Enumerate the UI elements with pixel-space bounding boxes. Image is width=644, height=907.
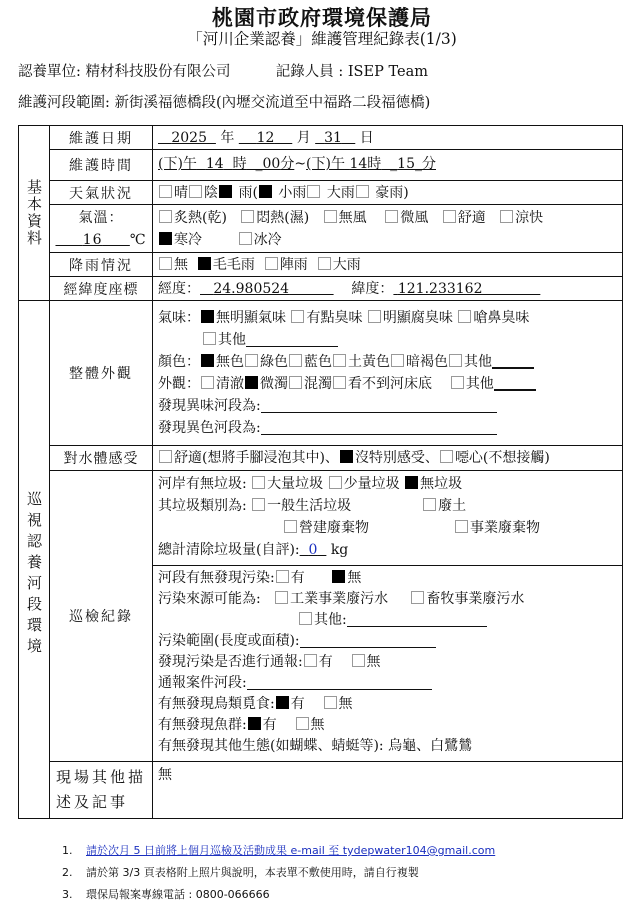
checkbox-no-smell[interactable] xyxy=(201,310,214,323)
checkbox-turbid[interactable] xyxy=(289,376,302,389)
option-label: 陰 xyxy=(204,184,218,201)
option-label: 涼快 xyxy=(515,209,544,226)
option-label: 噁心(不想接觸) xyxy=(454,450,550,466)
option-label: 舒適 xyxy=(457,209,486,226)
option-label: 一般生活垃圾 xyxy=(267,498,352,514)
checkbox-breeze[interactable] xyxy=(385,210,398,223)
note-email-link[interactable]: 請於次月 5 日前將上個月巡檢及活動成果 e-mail 至 tydepwater104@gmail.com xyxy=(86,844,496,857)
checkbox-industrial-waste[interactable] xyxy=(455,520,468,533)
section-patrol xyxy=(19,301,50,819)
option-label: 寒冷 xyxy=(174,231,202,248)
celsius-unit: ℃ xyxy=(129,231,147,248)
checkbox-clear[interactable] xyxy=(201,376,214,389)
time-label: 維護時間 xyxy=(50,150,153,181)
option-label: 小雨 xyxy=(278,184,307,201)
fish-label: 有無發現魚群: xyxy=(158,717,247,733)
time-separator: ~ xyxy=(294,156,307,172)
note-number: 2. xyxy=(62,866,73,879)
checkbox-fish-no[interactable] xyxy=(296,717,309,730)
checkbox-slightly-turbid[interactable] xyxy=(245,376,258,389)
option-label: 明顯腐臭味 xyxy=(382,310,453,326)
checkbox-source-other[interactable] xyxy=(299,612,312,625)
remarks-label-text: 現場其他描述及記事 xyxy=(56,768,147,811)
checkbox-birds-no[interactable] xyxy=(324,696,337,709)
option-label: 無 xyxy=(347,570,362,586)
section-basic xyxy=(19,126,50,301)
latitude-value[interactable]: 121.233162 xyxy=(397,280,483,297)
checkbox-weather-rain[interactable] xyxy=(219,185,232,198)
checkbox-dark-brown[interactable] xyxy=(391,354,404,367)
pollution-label: 河段有無發現污染: xyxy=(158,570,275,586)
option-label: 土黃色 xyxy=(348,354,390,370)
notes-list xyxy=(62,840,495,906)
option-label: 豪雨 xyxy=(375,184,404,201)
note-text: 環保局報案專線電話 : 0800-066666 xyxy=(86,888,270,901)
date-field[interactable] xyxy=(153,126,623,150)
option-label: 其他: xyxy=(314,612,347,628)
option-label: 冰冷 xyxy=(253,231,282,248)
option-label: 綠色 xyxy=(260,354,288,370)
inspection-label: 巡檢紀錄 xyxy=(50,471,153,762)
time-field[interactable]: (下)午 14 時 _00分~(下)午 14時 _15_分 xyxy=(153,150,623,181)
checkbox-birds-yes[interactable] xyxy=(276,696,289,709)
option-label: 少量垃圾 xyxy=(343,476,400,492)
latitude-label: 緯度： xyxy=(351,280,394,297)
option-label: 事業廢棄物 xyxy=(470,520,540,536)
option-label: 無 xyxy=(310,717,325,733)
checkbox-feeling-comfortable[interactable] xyxy=(159,450,172,463)
option-label: 廢土 xyxy=(438,498,467,514)
checkbox-color-other[interactable] xyxy=(449,354,462,367)
option-label: 舒適(想將手腳浸泡其中)、 xyxy=(174,450,339,466)
cleared-unit: kg xyxy=(330,542,349,558)
feeling-label: 對水體感受 xyxy=(50,446,153,471)
rainfall-label: 降雨情況 xyxy=(50,253,153,277)
checkbox-look-other[interactable] xyxy=(451,376,464,389)
checkbox-report-no[interactable] xyxy=(352,654,365,667)
option-label: 暗褐色 xyxy=(406,354,448,370)
note-number: 3. xyxy=(62,888,73,901)
option-label: 沒特別感受、 xyxy=(354,450,439,466)
checkbox-cool[interactable] xyxy=(500,210,513,223)
birds-label: 有無發現鳥類覓食: xyxy=(158,696,275,712)
option-label: 悶熱(濕) xyxy=(256,209,310,226)
feeling-field xyxy=(153,446,623,471)
checkbox-household-garbage[interactable] xyxy=(252,498,265,511)
end-minute[interactable]: 15 xyxy=(397,156,415,172)
option-label: 有點臭味 xyxy=(306,310,363,326)
checkbox-feeling-disgusting[interactable] xyxy=(440,450,453,463)
source-other-input[interactable] xyxy=(347,610,487,627)
look-other-input[interactable] xyxy=(494,373,536,391)
agency-title: 桃園市政府環境保護局 xyxy=(212,5,432,30)
option-label: 大量垃圾 xyxy=(267,476,324,492)
form-title: 「河川企業認養」維護管理紀錄表(1/3) xyxy=(187,30,457,48)
option-label: 無 xyxy=(366,654,381,670)
range-label: 維護河段範圍: xyxy=(18,95,110,111)
appearance-field xyxy=(153,301,623,446)
start-hour[interactable]: 14 xyxy=(205,156,224,172)
checkbox-green[interactable] xyxy=(245,354,258,367)
checkbox-construction-waste[interactable] xyxy=(284,520,297,533)
paren: ) xyxy=(403,184,409,201)
section-patrol-label: 巡視認養河段環境 xyxy=(25,490,43,659)
record-form-table xyxy=(18,125,623,819)
option-label: 雨 xyxy=(238,184,253,201)
option-label: 其他 xyxy=(464,354,492,370)
section-basic-label: 基本資料 xyxy=(25,179,43,247)
checkbox-colorless[interactable] xyxy=(201,354,214,367)
eco-value[interactable]: 烏龜、白鷺鷥 xyxy=(388,738,473,754)
option-label: 大雨 xyxy=(326,184,355,201)
longitude-value[interactable]: 24.980524 xyxy=(213,280,290,297)
adopter-label: 認養單位: xyxy=(18,64,81,80)
eco-label: 有無發現其他生態(如蝴蝶、蜻蜓等): xyxy=(158,738,384,754)
case-input[interactable] xyxy=(247,673,432,690)
option-label: 無風 xyxy=(338,209,367,226)
option-label: 有 xyxy=(290,696,305,712)
checkbox-muggy[interactable] xyxy=(241,210,254,223)
option-label: 無垃圾 xyxy=(420,476,463,492)
odd-color-label: 發現異色河段為: xyxy=(158,420,261,436)
option-label: 看不到河床底 xyxy=(348,376,432,392)
checkbox-shower[interactable] xyxy=(265,257,278,270)
checkbox-feeling-neutral[interactable] xyxy=(340,450,353,463)
adopter-value: 精材科技股份有限公司 xyxy=(85,64,231,80)
option-label: 清澈 xyxy=(216,376,244,392)
checkbox-weather-cloudy[interactable] xyxy=(189,185,202,198)
month-value[interactable]: 12 xyxy=(256,129,275,146)
year-unit: 年 xyxy=(220,129,235,146)
report-label: 發現污染是否進行通報: xyxy=(158,654,303,670)
smell-other-input[interactable] xyxy=(246,330,338,347)
recorder-value: ISEP Team xyxy=(347,64,428,80)
option-label: 有 xyxy=(290,570,305,586)
temperature-options xyxy=(153,205,623,253)
temperature-label: 氣溫： xyxy=(78,209,124,226)
checkbox-no-riverbed[interactable] xyxy=(333,376,346,389)
remarks-field[interactable] xyxy=(153,762,623,819)
range-value: 新街溪福德橋段(內壢交流道至中福路二段福德橋) xyxy=(114,95,431,111)
option-label: 微風 xyxy=(400,209,429,226)
color-other-input[interactable] xyxy=(492,351,534,369)
option-label: 混濁 xyxy=(304,376,332,392)
checkbox-light-rain[interactable] xyxy=(259,185,272,198)
checkbox-much-garbage[interactable] xyxy=(252,476,265,489)
garbage-block xyxy=(158,471,622,565)
checkbox-livestock-wastewater[interactable] xyxy=(411,591,424,604)
checkbox-heavy-rain[interactable] xyxy=(307,185,320,198)
inspection-field xyxy=(153,471,623,762)
garbage-label: 河岸有無垃圾: xyxy=(158,476,247,492)
note-item xyxy=(62,862,495,884)
option-label: 有 xyxy=(262,717,277,733)
option-label: 其他 xyxy=(218,332,246,348)
checkbox-heavy-rainfall[interactable] xyxy=(318,257,331,270)
temperature-value[interactable]: 16 xyxy=(82,231,103,248)
option-label: 無色 xyxy=(216,354,244,370)
checkbox-no-garbage[interactable] xyxy=(405,476,418,489)
coords-label: 經緯度座標 xyxy=(50,277,153,301)
remarks-label xyxy=(50,762,153,819)
cleared-value[interactable]: 0 xyxy=(308,542,318,558)
end-hour[interactable]: 14 xyxy=(349,156,368,172)
longitude-label: 經度： xyxy=(158,280,200,297)
day-unit: 日 xyxy=(359,129,374,146)
option-label: 營建廢棄物 xyxy=(299,520,369,536)
option-label: 有 xyxy=(318,654,333,670)
look-label: 外觀： xyxy=(158,376,200,392)
option-label: 無 xyxy=(174,256,188,273)
option-label: 炙熱(乾) xyxy=(174,209,227,226)
appearance-label: 整體外觀 xyxy=(50,301,153,446)
checkbox-freezing[interactable] xyxy=(239,232,252,245)
recorder-label: 記錄人員 : xyxy=(275,64,344,80)
option-label: 大雨 xyxy=(332,256,361,273)
checkbox-no-rain[interactable] xyxy=(159,257,172,270)
option-label: 陣雨 xyxy=(279,256,308,273)
option-label: 工業事業廢污水 xyxy=(290,591,389,607)
note-text: 請於第 3/3 頁表格附上照片與說明，本表單不敷使用時，請自行複製 xyxy=(86,866,419,879)
checkbox-cold[interactable] xyxy=(159,232,172,245)
note-item xyxy=(62,884,495,906)
cleared-label: 總計清除垃圾量(自評): xyxy=(158,542,300,558)
checkbox-torrential-rain[interactable] xyxy=(356,185,369,198)
option-label: 畜牧事業廢污水 xyxy=(426,591,525,607)
checkbox-slight-smell[interactable] xyxy=(291,310,304,323)
pollution-range-label: 污染範圍(長度或面積): xyxy=(158,633,300,649)
year-value[interactable]: 2025 xyxy=(171,129,207,146)
checkbox-little-garbage[interactable] xyxy=(329,476,342,489)
start-minute[interactable]: 00 xyxy=(262,156,281,172)
option-label: 無 xyxy=(338,696,353,712)
color-label: 顏色： xyxy=(158,354,200,370)
remarks-value[interactable]: 無 xyxy=(158,767,172,783)
range-line xyxy=(18,91,430,112)
option-label: 無明顯氣味 xyxy=(216,310,286,326)
start-ampm[interactable]: (下)午 xyxy=(158,156,197,172)
weather-label: 天氣狀況 xyxy=(50,181,153,205)
checkbox-pollution-no[interactable] xyxy=(332,570,345,583)
checkbox-smell-other[interactable] xyxy=(203,332,216,345)
weather-field xyxy=(153,181,623,205)
checkbox-scorching[interactable] xyxy=(159,210,172,223)
option-label: 毛毛雨 xyxy=(212,256,255,273)
option-label: 其他 xyxy=(465,376,494,392)
checkbox-weather-sunny[interactable] xyxy=(159,185,172,198)
checkbox-earth-yellow[interactable] xyxy=(333,354,346,367)
option-label: 藍色 xyxy=(304,354,332,370)
day-value[interactable]: 31 xyxy=(324,129,342,146)
odd-color-input[interactable] xyxy=(261,418,497,435)
checkbox-report-yes[interactable] xyxy=(304,654,317,667)
option-label: 晴 xyxy=(174,184,188,201)
checkbox-drizzle[interactable] xyxy=(198,257,211,270)
checkbox-blue[interactable] xyxy=(289,354,302,367)
pollution-range-input[interactable] xyxy=(300,631,436,648)
pollution-block xyxy=(158,566,622,761)
checkbox-pungent-smell[interactable] xyxy=(458,310,471,323)
checkbox-comfortable[interactable] xyxy=(443,210,456,223)
option-label: 嗆鼻臭味 xyxy=(473,310,530,326)
checkbox-industrial-wastewater[interactable] xyxy=(275,591,288,604)
month-unit: 月 xyxy=(296,129,311,146)
checkbox-waste-soil[interactable] xyxy=(423,498,436,511)
checkbox-pollution-yes[interactable] xyxy=(276,570,289,583)
odd-smell-input[interactable] xyxy=(261,396,497,413)
paren: ( xyxy=(252,184,258,201)
case-label: 通報案件河段: xyxy=(158,675,247,691)
adopter-line xyxy=(18,60,428,81)
temperature-cell xyxy=(50,205,153,253)
coords-field xyxy=(153,277,623,301)
end-ampm[interactable]: (下)午 xyxy=(306,156,345,172)
date-label: 維護日期 xyxy=(50,126,153,150)
garbage-type-label: 其垃圾類別為: xyxy=(158,498,247,514)
odd-smell-label: 發現異味河段為: xyxy=(158,398,261,414)
checkbox-windless[interactable] xyxy=(324,210,337,223)
rainfall-field xyxy=(153,253,623,277)
source-label: 污染來源可能為: xyxy=(158,591,261,607)
smell-label: 氣味： xyxy=(158,310,200,326)
checkbox-fish-yes[interactable] xyxy=(248,717,261,730)
note-number: 1. xyxy=(62,844,73,857)
option-label: 微濁 xyxy=(260,376,288,392)
checkbox-rotten-smell[interactable] xyxy=(368,310,381,323)
note-item xyxy=(62,840,495,862)
